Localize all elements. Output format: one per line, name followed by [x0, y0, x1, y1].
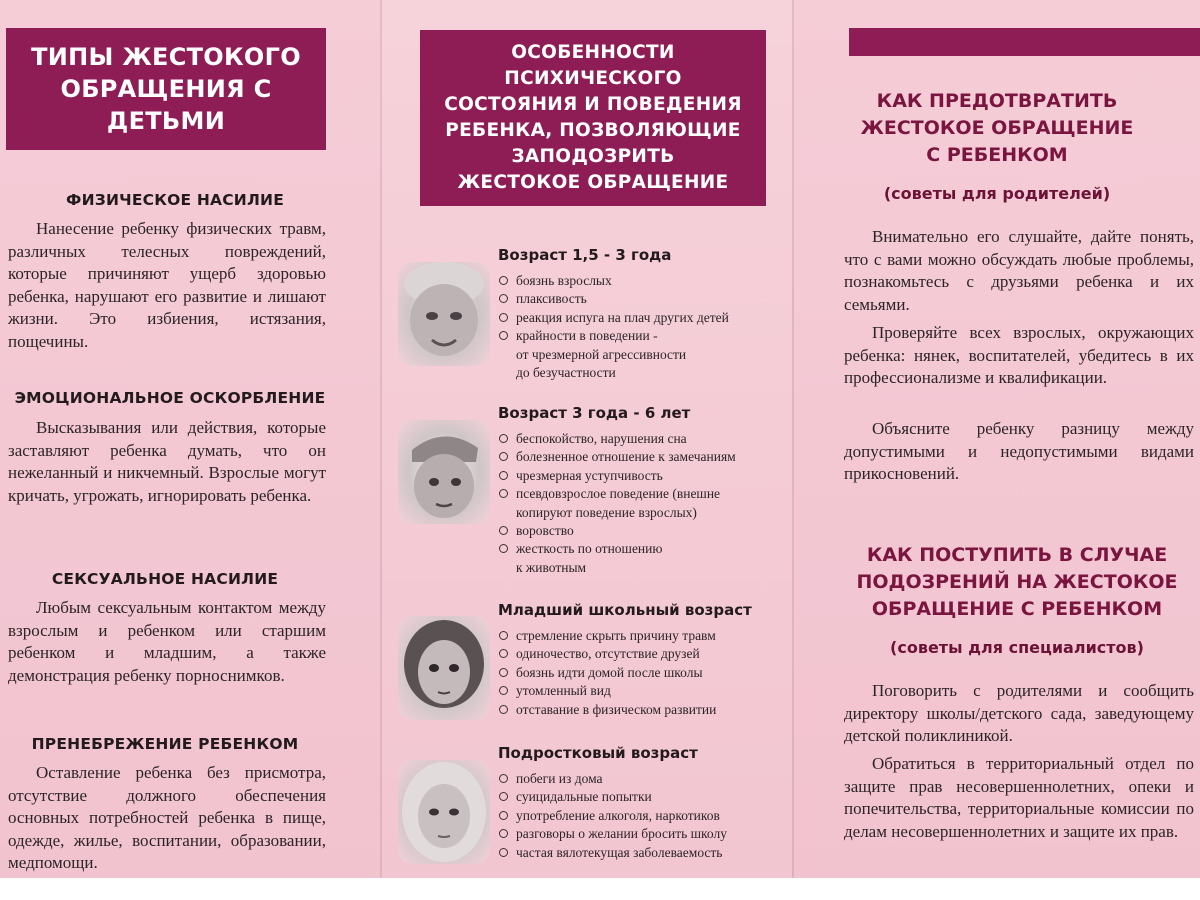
section-text-neglect: Оставление ребенка без присмотра, отсутствие должного обеспечения основных потребностей ребенка в пище, одежде, жилье, воспитании, образовании, медпомощи. [8, 763, 326, 872]
schoolchild-photo [398, 616, 490, 720]
bullet-circle-icon [499, 792, 508, 801]
bullet-circle-icon [499, 544, 508, 553]
list-item: одиночество, отсутствие друзей [498, 645, 788, 663]
section-heading-sexual: СЕКСУАЛЬНОЕ НАСИЛИЕ [51, 570, 279, 588]
bullet-circle-icon [499, 829, 508, 838]
bullet-circle-icon [499, 276, 508, 285]
bullet-circle-icon [499, 434, 508, 443]
parents-advice-paragraph-3: Объясните ребенку разницу между допустимыми и недопустимыми видами прикосновений. [844, 419, 1194, 483]
group-heading-teenager: Подростковый возраст [498, 744, 698, 762]
bullet-circle-icon [499, 526, 508, 535]
bullet-circle-icon [499, 294, 508, 303]
list-item: стремление скрыть причину травм [498, 627, 788, 645]
specialists-advice-title: КАК ПОСТУПИТЬ В СЛУЧАЕ ПОДОЗРЕНИЙ НА ЖЕСТОКОЕ ОБРАЩЕНИЕ С РЕБЕНКОМ [856, 544, 1178, 620]
bullet-circle-icon [499, 489, 508, 498]
section-heading-neglect: ПРЕНЕБРЕЖЕНИЕ РЕБЕНКОМ [31, 735, 299, 753]
list-item: плаксивость [498, 290, 788, 308]
specialists-advice-paragraph-2: Обратиться в территориальный отдел по защите прав несовершеннолетних, опеки и попечительства, территориальные комиссии по делам несовершеннолетних и защите их прав. [844, 754, 1194, 841]
list-item: реакция испуга на плач других детей [498, 309, 788, 327]
list-item: утомленный вид [498, 682, 788, 700]
group-heading-preschooler: Возраст 3 года - 6 лет [498, 404, 691, 422]
list-item: частая вялотекущая заболеваемость [498, 844, 788, 862]
list-item: боязнь взрослых [498, 272, 788, 290]
parents-advice-paragraph-1: Внимательно его слушайте, дайте понять, что с вами можно обсуждать любые проблемы, познакомьтесь с друзьями ребенка и их семьями. [844, 227, 1194, 314]
panel2-title-banner [420, 30, 766, 206]
list-item: употребление алкоголя, наркотиков [498, 807, 788, 825]
list-item: боязнь идти домой после школы [498, 664, 788, 682]
group-heading-toddler: Возраст 1,5 - 3 года [498, 246, 672, 264]
bullet-circle-icon [499, 686, 508, 695]
list-item: чрезмерная уступчивость [498, 467, 788, 485]
group-list-teenager [498, 770, 788, 862]
bullet-circle-icon [499, 471, 508, 480]
fold-line [792, 0, 794, 878]
panel1-title: ТИПЫ ЖЕСТОКОГО ОБРАЩЕНИЯ С ДЕТЬМИ [31, 43, 301, 135]
bullet-circle-icon [499, 631, 508, 640]
list-item: крайности в поведении - от чрезмерной агрессивности до безучастности [498, 327, 788, 382]
list-item: жесткость по отношению к животным [498, 540, 788, 577]
list-item: суицидальные попытки [498, 788, 788, 806]
section-text-sexual: Любым сексуальным контактом между взрослым и ребенком или старшим ребенком и младшим, а также демонстрация ребенку порноснимков. [8, 598, 326, 685]
section-heading-emotional: ЭМОЦИОНАЛЬНОЕ ОСКОРБЛЕНИЕ [14, 389, 326, 407]
group-list-toddler [498, 272, 788, 382]
list-item: псевдовзрослое поведение (внешне копируют поведение взрослых) [498, 485, 788, 522]
parents-advice-paragraph-2: Проверяйте всех взрослых, окружающих ребенка: нянек, воспитателей, убедитесь в их профессионализме и квалификации. [844, 323, 1194, 387]
panel-prevention-advice [792, 0, 1200, 878]
specialists-advice-subtitle: (советы для специалистов) [890, 638, 1144, 657]
bullet-circle-icon [499, 774, 508, 783]
section-text-emotional: Высказывания или действия, которые заставляют ребенка думать, что он нежеланный и никчемный. Взрослые могут кричать, угрожать, игнорировать ребенка. [8, 418, 326, 505]
list-item: отставание в физическом развитии [498, 701, 788, 719]
bullet-circle-icon [499, 848, 508, 857]
section-text-physical: Нанесение ребенку физических травм, различных телесных повреждений, которые причиняют ущерб здоровью ребенка, нарушают его развитие и лишают жизни. Это избиения, истязания, пощечины. [8, 219, 326, 351]
fold-line [380, 0, 382, 878]
list-item: болезненное отношение к замечаниям [498, 448, 788, 466]
panel-warning-signs [380, 0, 792, 878]
panel1-title-banner [6, 28, 326, 150]
list-item: разговоры о желании бросить школу [498, 825, 788, 843]
panel3-top-banner [849, 28, 1200, 56]
toddler-photo [398, 262, 490, 366]
preschooler-photo [398, 420, 490, 524]
bullet-circle-icon [499, 668, 508, 677]
teenager-photo [398, 760, 490, 864]
bottom-margin [0, 878, 1200, 900]
panel2-title: ОСОБЕННОСТИ ПСИХИЧЕСКОГО СОСТОЯНИЯ И ПОВЕДЕНИЯ РЕБЕНКА, ПОЗВОЛЯЮЩИЕ ЗАПОДОЗРИТЬ ЖЕСТОКОЕ ОБРАЩЕНИЕ [444, 42, 742, 193]
parents-advice-title: КАК ПРЕДОТВРАТИТЬ ЖЕСТОКОЕ ОБРАЩЕНИЕ С РЕБЕНКОМ [860, 90, 1134, 166]
group-list-preschooler [498, 430, 788, 577]
bullet-circle-icon [499, 331, 508, 340]
specialists-advice-paragraph-1: Поговорить с родителями и сообщить директору школы/детского сада, заведующему детской поликлиникой. [844, 681, 1194, 745]
group-list-schoolchild [498, 627, 788, 719]
bullet-circle-icon [499, 811, 508, 820]
list-item: побеги из дома [498, 770, 788, 788]
list-item: беспокойство, нарушения сна [498, 430, 788, 448]
list-item: воровство [498, 522, 788, 540]
bullet-circle-icon [499, 649, 508, 658]
bullet-circle-icon [499, 452, 508, 461]
group-heading-schoolchild: Младший школьный возраст [498, 601, 752, 619]
bullet-circle-icon [499, 705, 508, 714]
bullet-circle-icon [499, 313, 508, 322]
section-heading-physical: ФИЗИЧЕСКОЕ НАСИЛИЕ [66, 191, 284, 209]
panel-types-of-abuse [0, 0, 380, 878]
parents-advice-subtitle: (советы для родителей) [883, 184, 1111, 203]
